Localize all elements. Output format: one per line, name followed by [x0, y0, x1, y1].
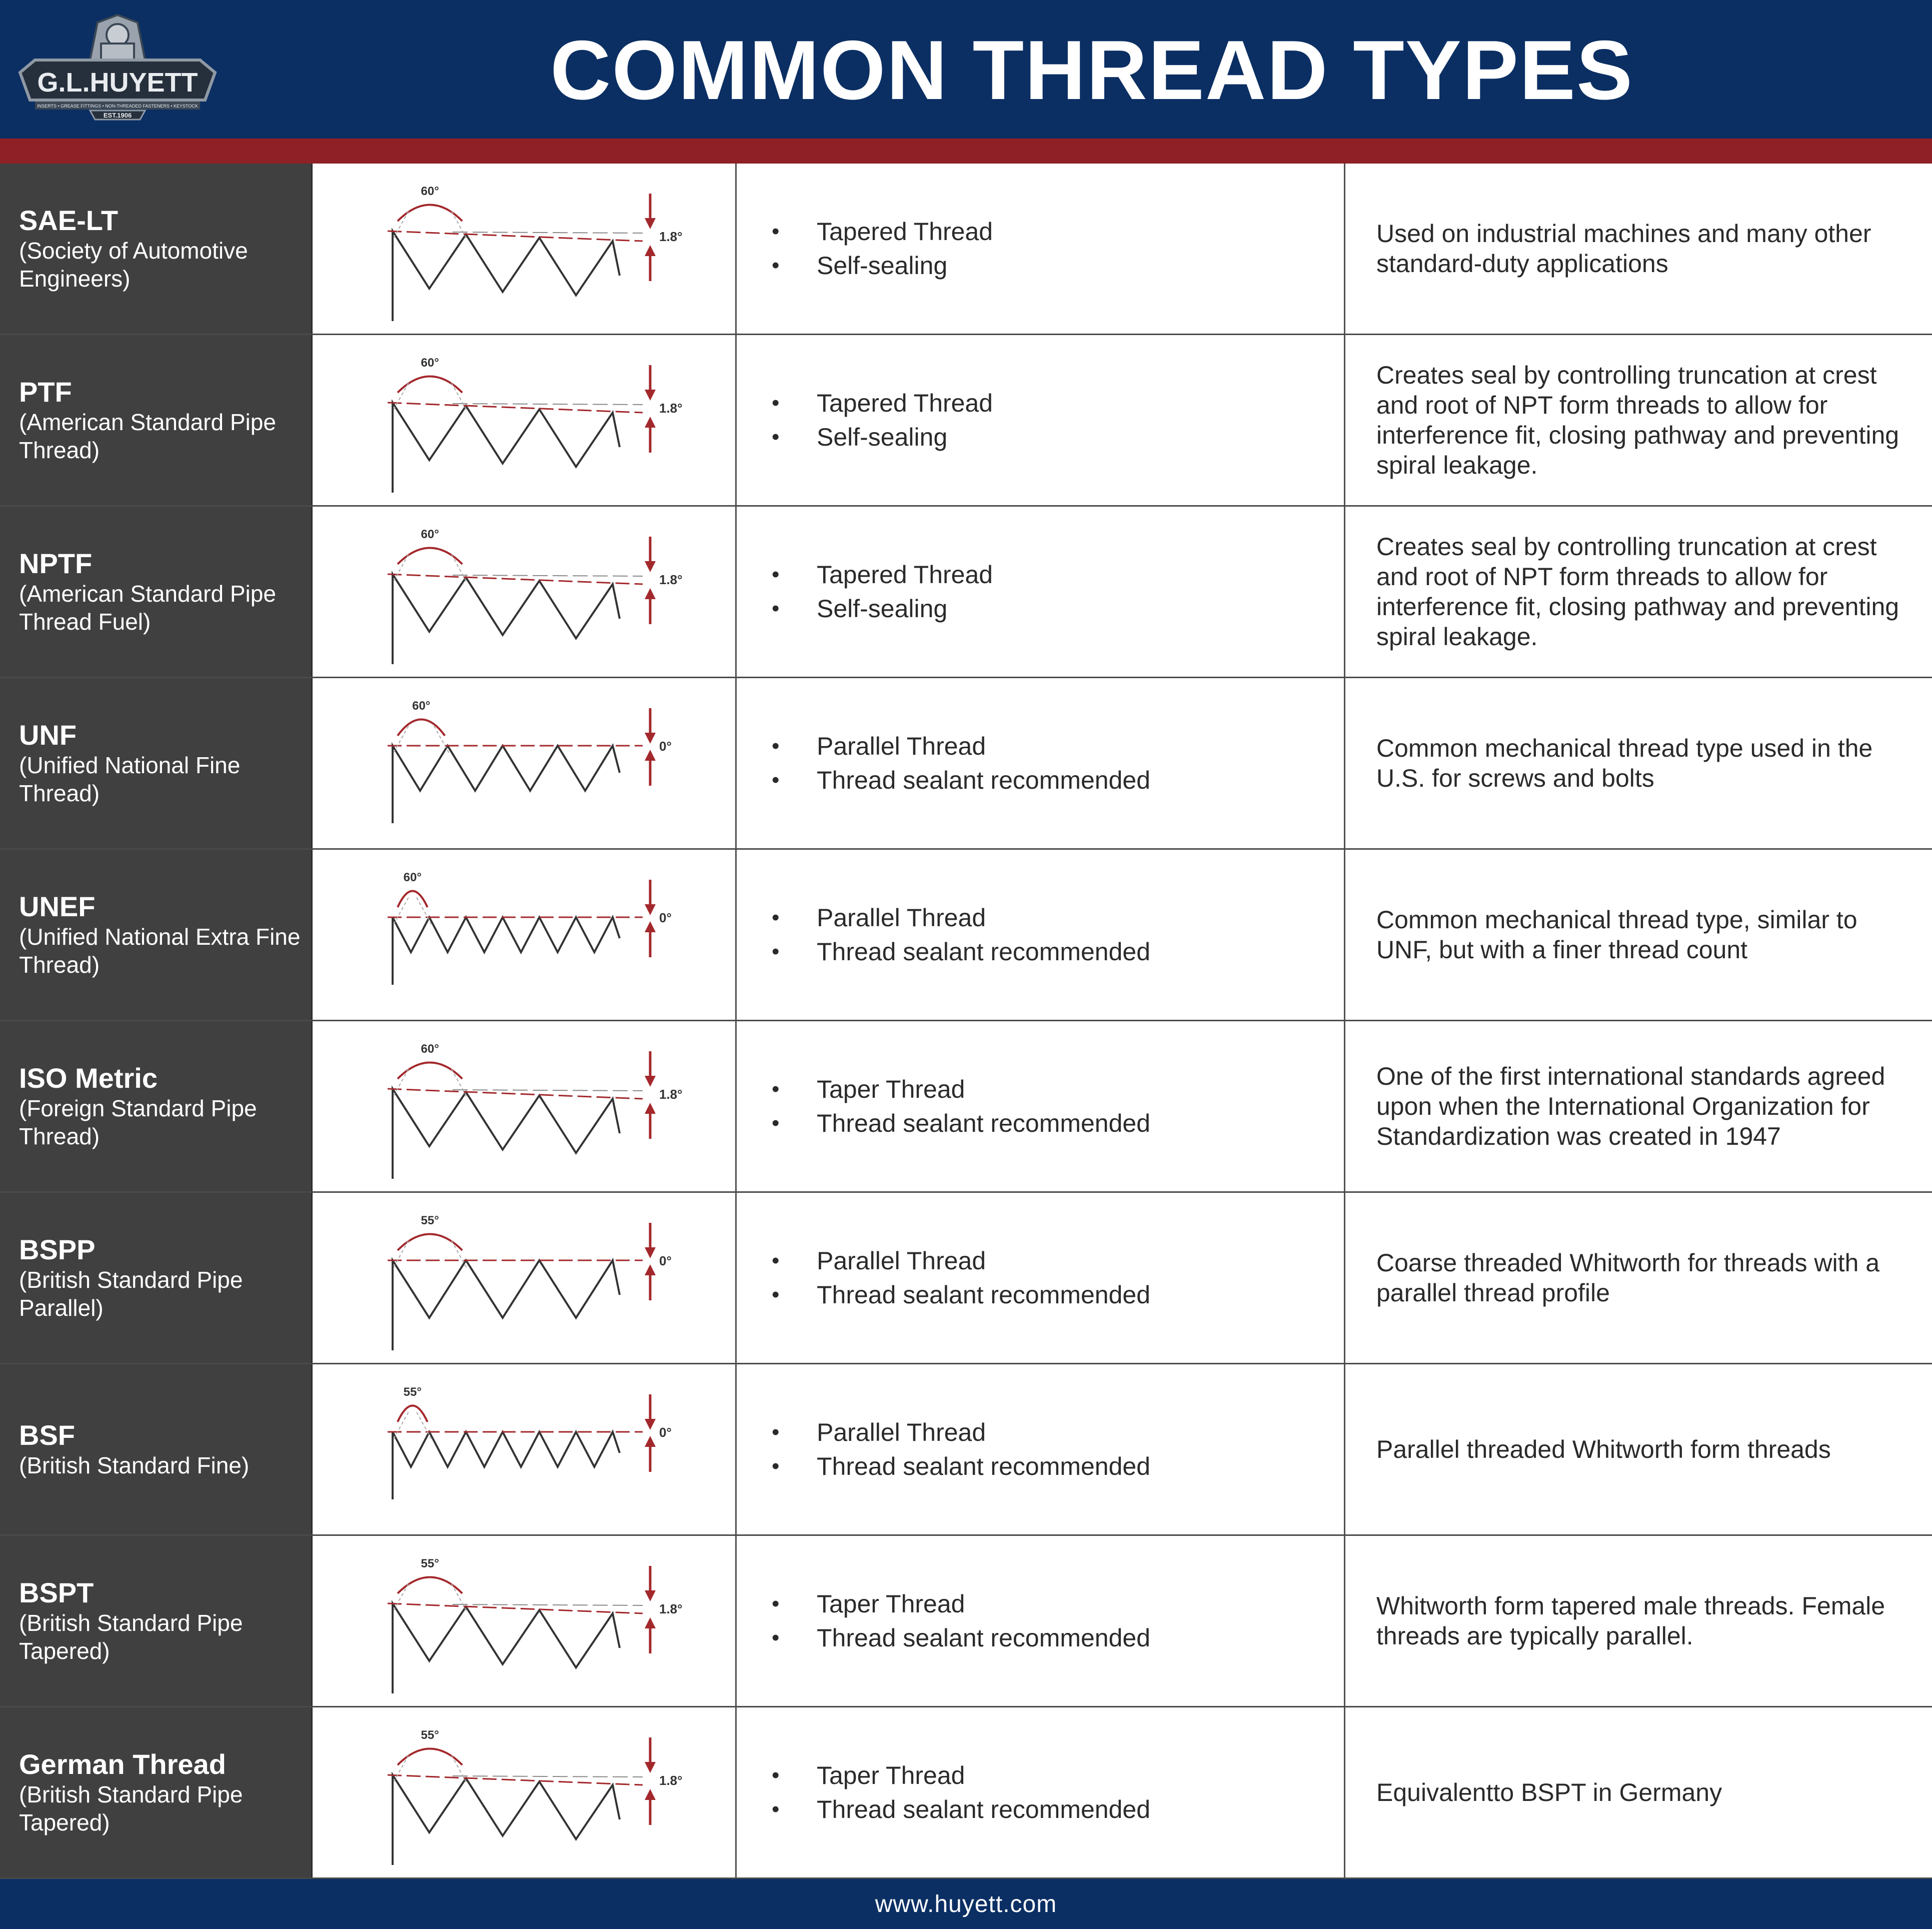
feature-text: Thread sealant recommended	[817, 1281, 1151, 1309]
taper-angle-label: 1.8°	[659, 401, 683, 416]
footer	[0, 1879, 1932, 1929]
description-cell	[1345, 1364, 1932, 1534]
reference-line	[453, 232, 643, 233]
thread-diagram-cell	[313, 1364, 737, 1534]
thread-name-cell	[0, 1364, 313, 1534]
feature-text: Thread sealant recommended	[817, 1109, 1151, 1137]
feature-text: Self-sealing	[817, 252, 948, 280]
feature-item	[772, 1449, 1344, 1483]
taper-angle-label: 1.8°	[659, 229, 683, 244]
logo-text: G.L.HUYETT	[37, 68, 198, 98]
thread-profile	[388, 185, 683, 321]
website-link[interactable]: www.huyett.com	[875, 1890, 1057, 1917]
thread-diagram-cell	[313, 678, 737, 848]
thread-full-name: (American Standard Pipe Thread)	[19, 409, 276, 463]
thread-name-cell	[0, 850, 313, 1020]
table-row	[0, 335, 1932, 507]
thread-diagram-cell	[313, 850, 737, 1020]
description-cell	[1345, 850, 1932, 1020]
page-title: COMMON THREAD TYPES	[550, 23, 1634, 117]
thread-name-cell	[0, 164, 313, 334]
features-cell	[737, 507, 1345, 677]
thread-description: Creates seal by controlling truncation at crest and root of NPT form threads to allow for interference fit, closing pathway and preventing spiral leakage.	[1376, 361, 1899, 479]
thread-profile	[388, 699, 672, 823]
thread-name-cell	[0, 1021, 313, 1191]
feature-item	[772, 1792, 1344, 1826]
features-cell	[737, 1364, 1345, 1534]
table-row	[0, 678, 1932, 850]
feature-item	[772, 729, 1344, 763]
thread-description: Creates seal by controlling truncation at crest and root of NPT form threads to allow for interference fit, closing pathway and preventing spiral leakage.	[1376, 533, 1899, 651]
thread-description: One of the first international standards agreed upon when the International Organization for Standardization was created in 1947	[1376, 1062, 1885, 1150]
thread-diagram	[313, 850, 735, 1020]
feature-text: Taper Thread	[817, 1590, 965, 1618]
bullet-icon: •	[772, 562, 780, 587]
angle-label: 55°	[403, 1385, 422, 1399]
thread-abbreviation: UNEF	[19, 891, 96, 922]
table-row	[0, 507, 1932, 678]
feature-text: Taper Thread	[817, 1761, 965, 1789]
bullet-icon: •	[772, 1111, 780, 1135]
thread-name-cell	[0, 507, 313, 677]
feature-item	[772, 1106, 1344, 1140]
description-cell	[1345, 164, 1932, 334]
thread-diagram-cell	[313, 1193, 737, 1363]
thread-profile	[388, 1557, 683, 1693]
feature-item	[772, 215, 1344, 249]
reference-line	[453, 575, 643, 576]
angle-label: 55°	[421, 1214, 439, 1227]
thread-name-cell	[0, 335, 313, 505]
thread-full-name: (Unified National Fine Thread)	[19, 752, 241, 806]
thread-description: Equivalentto BSPT in Germany	[1376, 1778, 1722, 1806]
angle-label: 60°	[412, 699, 431, 713]
feature-text: Thread sealant recommended	[817, 938, 1151, 966]
thread-diagram	[313, 1021, 735, 1191]
thread-full-name: (American Standard Pipe Thread Fuel)	[19, 581, 276, 635]
feature-text: Parallel Thread	[817, 1418, 986, 1446]
reference-line	[453, 404, 643, 405]
feature-item	[772, 1621, 1344, 1655]
thread-diagram-cell	[313, 1021, 737, 1191]
thread-description: Coarse threaded Whitworth for threads with a parallel thread profile	[1376, 1249, 1880, 1307]
bullet-icon: •	[772, 253, 780, 278]
table-row	[0, 850, 1932, 1021]
table-row	[0, 1021, 1932, 1193]
feature-text: Parallel Thread	[817, 732, 986, 760]
feature-item	[772, 1244, 1344, 1278]
thread-diagram	[313, 1193, 735, 1363]
bullet-icon: •	[772, 939, 780, 964]
thread-diagram-cell	[313, 507, 737, 677]
bullet-icon: •	[772, 734, 780, 758]
thread-table	[0, 164, 1932, 1879]
angle-label: 55°	[421, 1728, 439, 1742]
feature-item	[772, 249, 1344, 283]
reference-line	[453, 1776, 643, 1777]
bullet-icon: •	[772, 1282, 780, 1307]
thread-name-cell	[0, 1536, 313, 1706]
feature-text: Self-sealing	[817, 423, 948, 451]
taper-angle-label: 0°	[659, 910, 672, 925]
reference-line	[453, 1604, 643, 1605]
bullet-icon: •	[772, 1248, 780, 1273]
feature-item	[772, 1758, 1344, 1792]
features-cell	[737, 335, 1345, 505]
table-row	[0, 164, 1932, 335]
thread-diagram	[313, 1364, 735, 1534]
feature-item	[772, 901, 1344, 935]
feature-item	[772, 1587, 1344, 1621]
thread-profile	[388, 1728, 683, 1865]
features-cell	[737, 1021, 1345, 1191]
thread-full-name: (Society of Automotive Engineers)	[19, 238, 248, 292]
features-cell	[737, 1707, 1345, 1877]
feature-text: Thread sealant recommended	[817, 1795, 1151, 1823]
feature-item	[772, 1072, 1344, 1106]
thread-abbreviation: German Thread	[19, 1748, 226, 1780]
thread-full-name: (British Standard Pipe Parallel)	[19, 1267, 243, 1321]
features-cell	[737, 1536, 1345, 1706]
feature-text: Thread sealant recommended	[817, 766, 1151, 794]
thread-diagram	[313, 335, 735, 505]
angle-label: 55°	[421, 1557, 439, 1570]
feature-text: Thread sealant recommended	[817, 1452, 1151, 1480]
thread-full-name: (British Standard Pipe Tapered)	[19, 1610, 243, 1664]
bullet-icon: •	[772, 1763, 780, 1787]
feature-text: Tapered Thread	[817, 218, 993, 246]
angle-label: 60°	[421, 528, 439, 541]
thread-diagram-cell	[313, 1707, 737, 1877]
feature-text: Taper Thread	[817, 1075, 965, 1103]
thread-full-name: (British Standard Fine)	[19, 1452, 250, 1478]
gl-huyett-logo[interactable]	[15, 13, 220, 128]
thread-profile	[388, 356, 683, 493]
reference-line	[453, 1090, 643, 1091]
feature-text: Parallel Thread	[817, 1247, 986, 1275]
feature-item	[772, 935, 1344, 969]
description-cell	[1345, 1536, 1932, 1706]
angle-label: 60°	[421, 356, 439, 370]
description-cell	[1345, 507, 1932, 677]
bullet-icon: •	[772, 1454, 780, 1478]
table-row	[0, 1536, 1932, 1707]
thread-profile	[388, 528, 683, 664]
thread-full-name: (Unified National Extra Fine Thread)	[19, 924, 301, 978]
bullet-icon: •	[772, 1797, 780, 1821]
feature-text: Thread sealant recommended	[817, 1624, 1151, 1652]
thread-description: Used on industrial machines and many other standard-duty applications	[1376, 220, 1871, 278]
thread-diagram	[313, 1707, 735, 1877]
taper-angle-label: 1.8°	[659, 1773, 683, 1788]
description-cell	[1345, 1193, 1932, 1363]
table-row	[0, 1364, 1932, 1536]
feature-text: Tapered Thread	[817, 389, 993, 417]
thread-name-cell	[0, 1193, 313, 1363]
feature-item	[772, 763, 1344, 797]
thread-profile	[388, 871, 672, 985]
thread-name-cell	[0, 678, 313, 848]
feature-text: Parallel Thread	[817, 904, 986, 932]
bullet-icon: •	[772, 1420, 780, 1444]
feature-item	[772, 592, 1344, 626]
feature-item	[772, 420, 1344, 454]
thread-abbreviation: BSF	[19, 1419, 75, 1451]
bullet-icon: •	[772, 905, 780, 930]
features-cell	[737, 850, 1345, 1020]
features-cell	[737, 164, 1345, 334]
bullet-icon: •	[772, 391, 780, 415]
bullet-icon: •	[772, 219, 780, 244]
thread-name-cell	[0, 1707, 313, 1877]
thread-description: Parallel threaded Whitworth form threads	[1376, 1435, 1831, 1463]
angle-label: 60°	[421, 1042, 439, 1056]
thread-description: Common mechanical thread type, similar to UNF, but with a finer thread count	[1376, 906, 1857, 964]
thread-diagram-cell	[313, 1536, 737, 1706]
thread-diagram	[313, 507, 735, 677]
feature-item	[772, 386, 1344, 420]
thread-diagram	[313, 1536, 735, 1706]
thread-profile	[388, 1214, 672, 1350]
bullet-icon: •	[772, 1625, 780, 1650]
thread-diagram-cell	[313, 164, 737, 334]
logo-tagline: INSERTS • GREASE FITTINGS • NON-THREADED FASTENERS • KEYSTOCK	[37, 104, 198, 109]
thread-abbreviation: NPTF	[19, 548, 93, 579]
taper-angle-label: 0°	[659, 739, 672, 754]
description-cell	[1345, 335, 1932, 505]
angle-label: 60°	[403, 871, 422, 884]
angle-arc	[398, 1406, 428, 1422]
thread-abbreviation: PTF	[19, 376, 72, 408]
feature-item	[772, 558, 1344, 592]
feature-item	[772, 1415, 1344, 1449]
thread-abbreviation: BSPP	[19, 1234, 96, 1265]
feature-text: Self-sealing	[817, 595, 948, 623]
angle-arc	[398, 891, 428, 908]
taper-angle-label: 0°	[659, 1425, 672, 1440]
table-row	[0, 1707, 1932, 1879]
thread-description: Common mechanical thread type used in the U.S. for screws and bolts	[1376, 734, 1873, 792]
bullet-icon: •	[772, 1077, 780, 1101]
thread-abbreviation: ISO Metric	[19, 1062, 158, 1094]
taper-angle-label: 0°	[659, 1253, 672, 1268]
description-cell	[1345, 1021, 1932, 1191]
thread-diagram-cell	[313, 335, 737, 505]
thread-abbreviation: SAE-LT	[19, 205, 119, 236]
thread-full-name: (Foreign Standard Pipe Thread)	[19, 1095, 257, 1149]
taper-angle-label: 1.8°	[659, 1087, 683, 1102]
features-cell	[737, 1193, 1345, 1363]
thread-abbreviation: BSPT	[19, 1577, 94, 1608]
feature-item	[772, 1278, 1344, 1312]
thread-profile	[388, 1385, 672, 1499]
features-cell	[737, 678, 1345, 848]
angle-label: 60°	[421, 185, 439, 198]
logo-est: EST.1906	[103, 112, 132, 119]
header-accent-band	[0, 139, 1932, 164]
bullet-icon: •	[772, 1591, 780, 1616]
bullet-icon: •	[772, 425, 780, 449]
description-cell	[1345, 1707, 1932, 1877]
thread-profile	[388, 1042, 683, 1179]
bullet-icon: •	[772, 768, 780, 792]
thread-diagram	[313, 164, 735, 334]
bullet-icon: •	[772, 596, 780, 621]
thread-description: Whitworth form tapered male threads. Female threads are typically parallel.	[1376, 1592, 1885, 1650]
taper-angle-label: 1.8°	[659, 572, 683, 587]
taper-angle-label: 1.8°	[659, 1601, 683, 1616]
description-cell	[1345, 678, 1932, 848]
thread-diagram	[313, 678, 735, 848]
table-row	[0, 1193, 1932, 1364]
feature-text: Tapered Thread	[817, 561, 993, 589]
thread-abbreviation: UNF	[19, 719, 77, 751]
thread-full-name: (British Standard Pipe Tapered)	[19, 1781, 243, 1835]
header	[0, 0, 1932, 139]
